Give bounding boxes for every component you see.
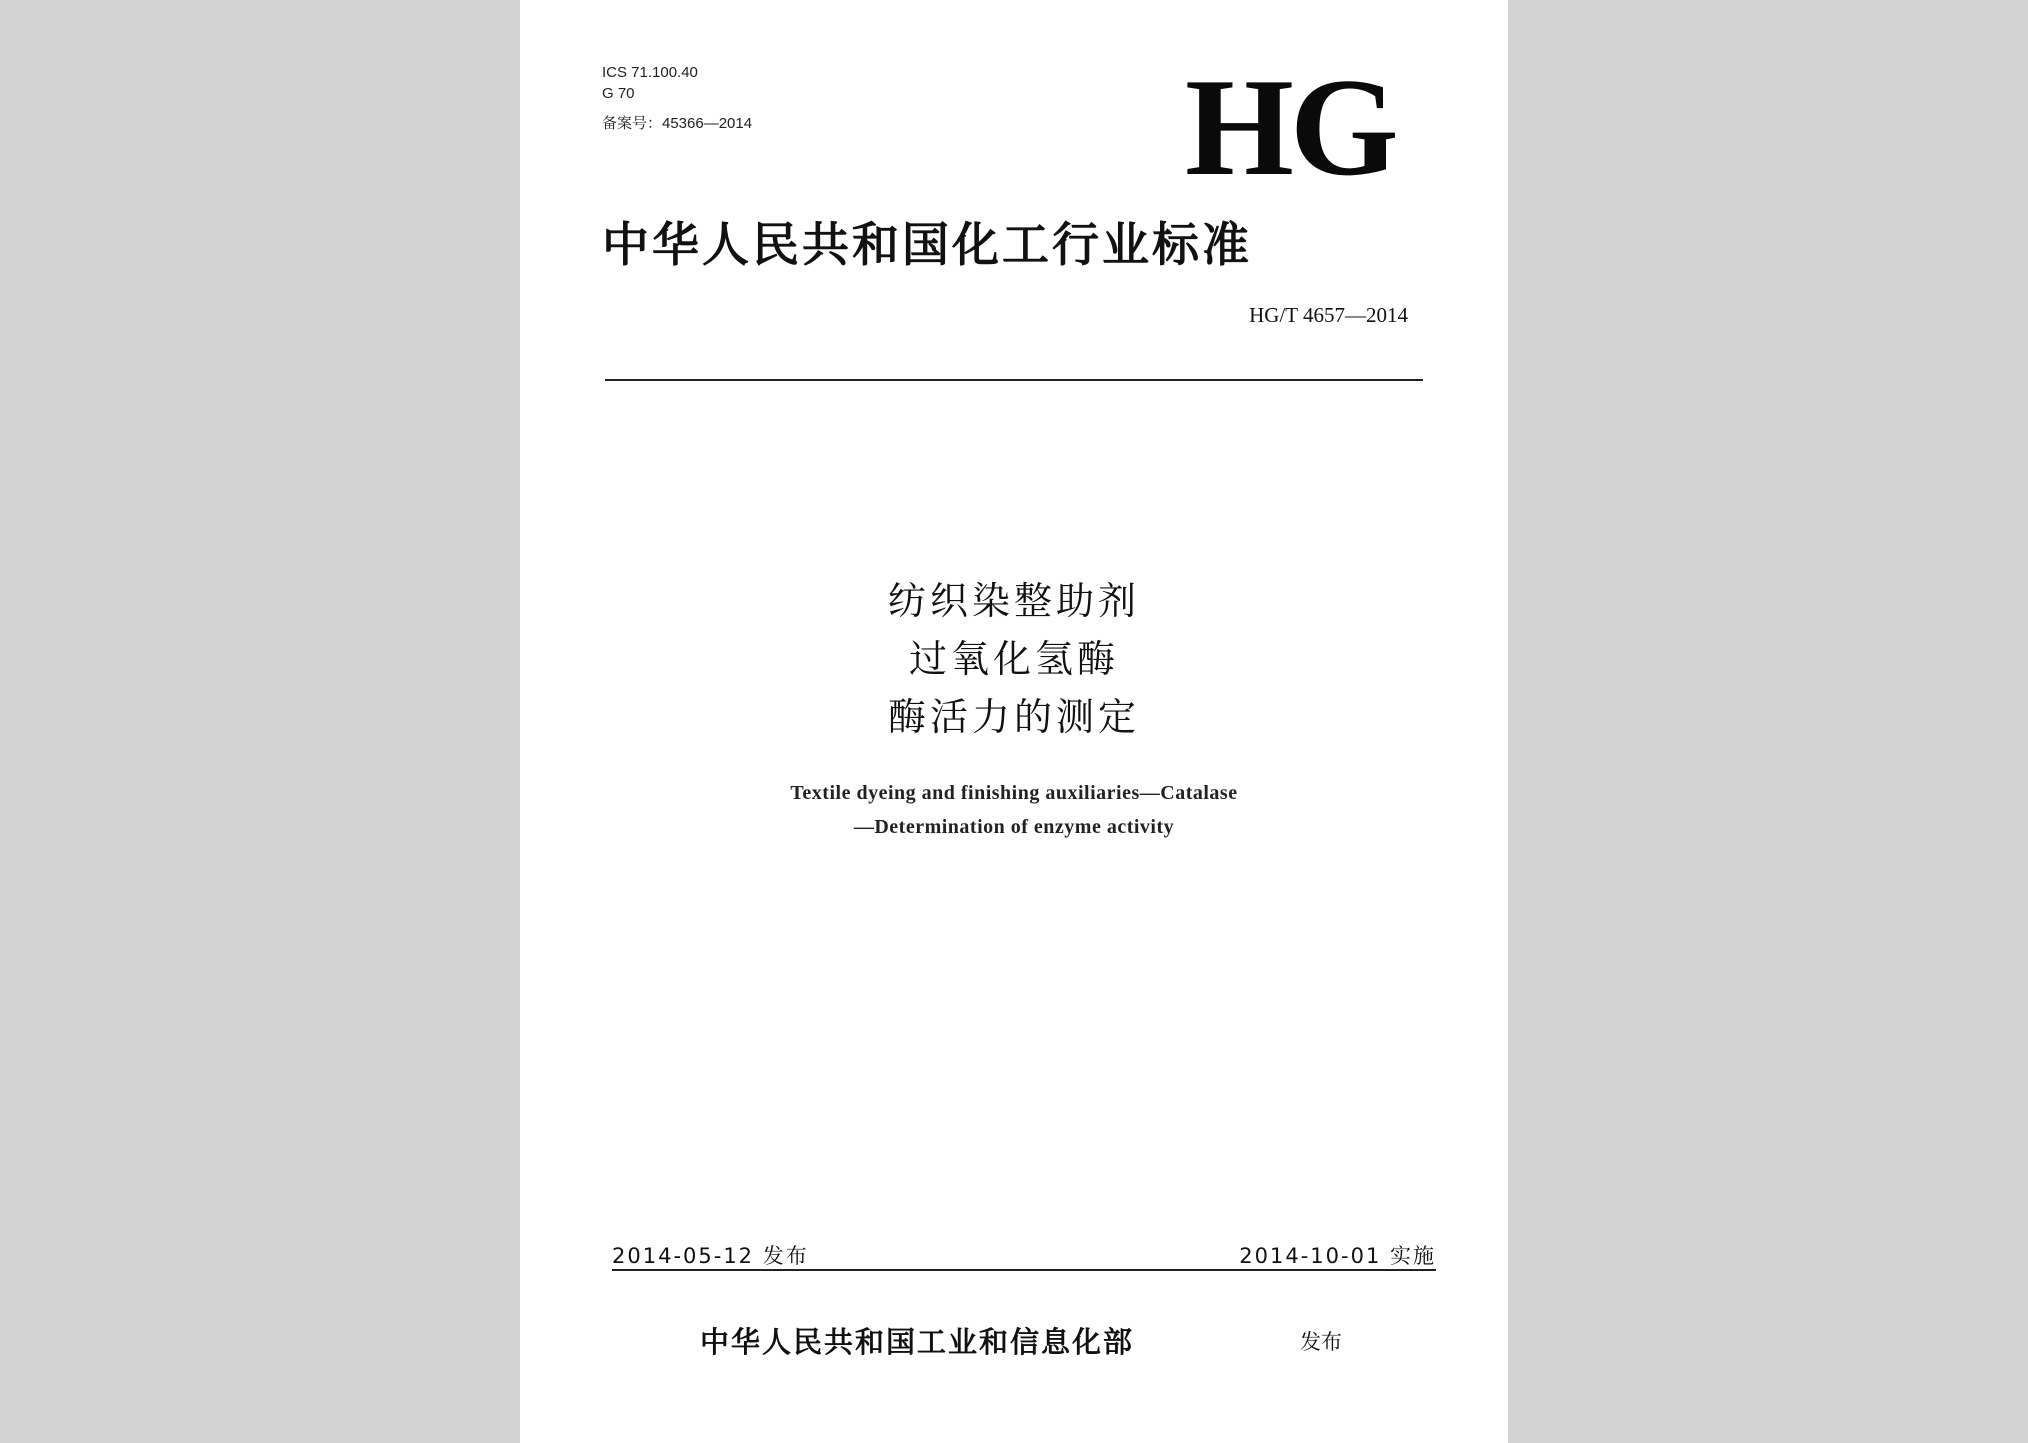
standard-number: HG/T 4657—2014 xyxy=(1249,303,1408,327)
ics-code: ICS 71.100.40 xyxy=(602,64,698,81)
standard-category-title: 中华人民共和国化工行业标准 xyxy=(602,218,1252,273)
header-divider xyxy=(605,379,1423,381)
ccs-code: G 70 xyxy=(602,85,635,102)
implement-date: 2014-10-01 实施 xyxy=(1239,1244,1436,1268)
issuer-suffix: 发布 xyxy=(1300,1330,1342,1354)
cn-title-line-1: 纺织染整助剂 xyxy=(887,579,1140,623)
record-number: 备案号：45366—2014 xyxy=(602,115,753,132)
document-cover-page xyxy=(520,0,1508,1443)
date-divider xyxy=(612,1269,1436,1271)
issue-date: 2014-05-12 发布 xyxy=(612,1244,809,1268)
en-title-line-1: Textile dyeing and finishing auxiliaries—Catalase xyxy=(790,782,1238,804)
cn-title-line-2: 过氧化氢酶 xyxy=(908,637,1119,681)
cn-title-line-3: 酶活力的测定 xyxy=(887,695,1140,739)
en-title-line-2: —Determination of enzyme activity xyxy=(853,816,1175,838)
issuer-name: 中华人民共和国工业和信息化部 xyxy=(700,1325,1135,1359)
hg-logo: HG xyxy=(1185,50,1395,205)
